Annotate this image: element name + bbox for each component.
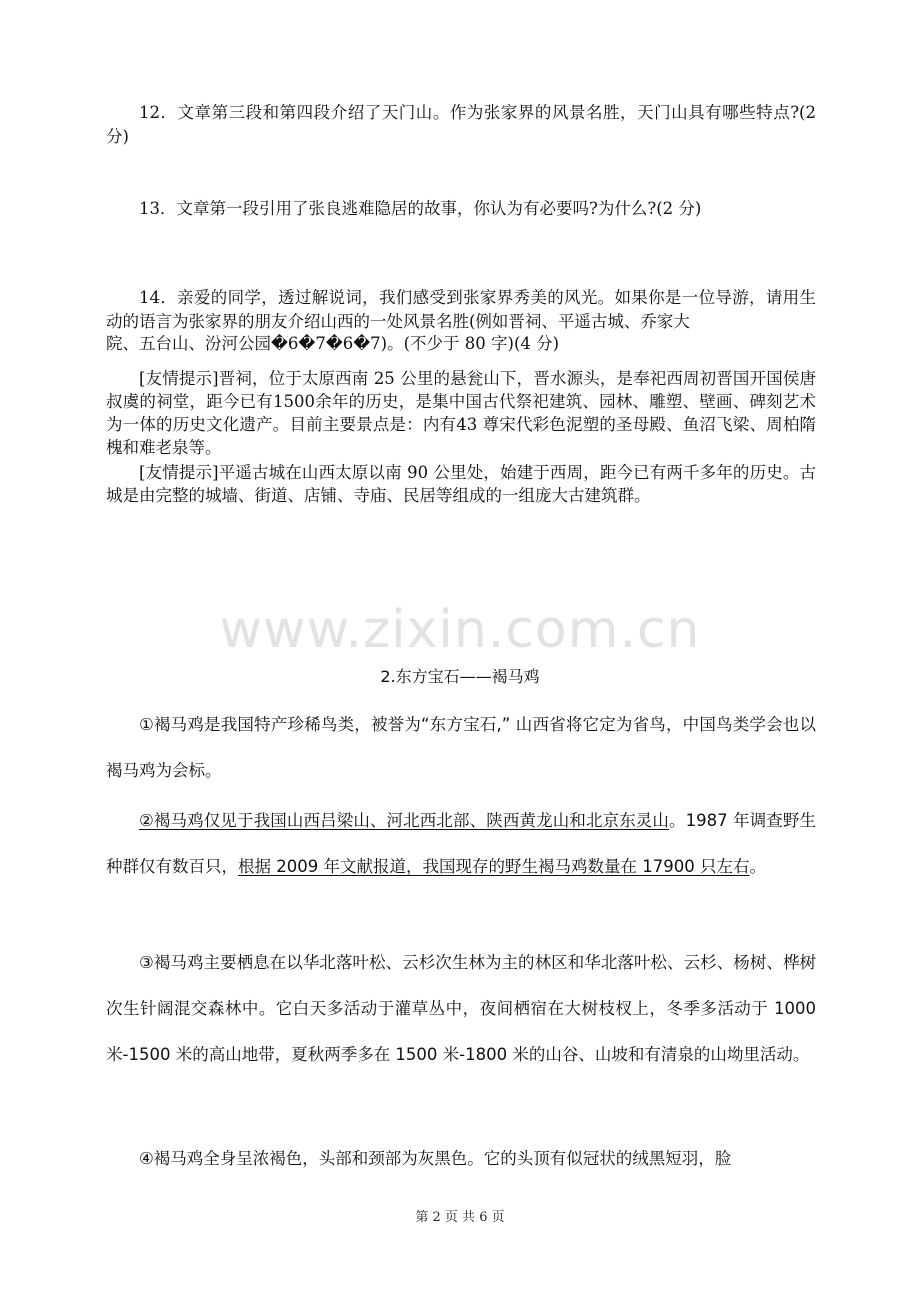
hint-pingyao: [友情提示]平遥古城在山西太原以南 90 公里处，始建于西周，距今已有两千多年的历史。古城是由完整的城墙、街道、店铺、寺庙、民居等组成的一组庞大古建筑群。 [106,463,816,505]
page-footer: 第 2 页 共 6 页 [415,1210,505,1225]
watermark: www.zixin.com.cn [219,600,701,660]
underlined-population: 根据 2009 年文献报道，我国现存的野生褐马鸡数量在 17900 只左右 [238,857,750,876]
paragraph-2-text: 。1987 年调查野生种群仅有数百只， [106,811,816,876]
article-paragraph-3: ③褐马鸡主要栖息在以华北落叶松、云杉次生林为主的林区和华北落叶松、云杉、杨树、桦树次生针阔混交森林中。它白天多活动于灌草丛中，夜间栖宿在大树枝杈上，冬季多活动于 1000 米-1500 米的高山地带，夏秋两季多在 1500 米-1800 米的山谷、山坡和有清泉的山坳里活动。 [106,953,816,1064]
paragraph-2-end: 。 [749,857,766,876]
article-title: 2.东方宝石——褐马鸡 [380,667,540,686]
question-12: 12．文章第三段和第四段介绍了天门山。作为张家界的风景名胜，天门山具有哪些特点?(2 分) [106,103,816,146]
underlined-distribution: ②褐马鸡仅见于我国山西吕梁山、河北西北部、陕西黄龙山和北京东灵山 [139,811,670,830]
question-13: 13．文章第一段引用了张良逃难隐居的故事，你认为有必要吗?为什么?(2 分) [139,199,702,218]
hint-jinci: [友情提示]晋祠，位于太原西南 25 公里的悬瓮山下，晋水源头，是奉祀西周初晋国开国侯唐叔虞的祠堂，距今已有1500余年的历史，是集中国古代祭祀建筑、园林、雕塑、壁画、碑刻艺术为一体的历史文化遗产。目前主要景点是：内有43 尊宋代彩色泥塑的圣母殿、鱼沼飞梁、周柏隋槐和难老泉等。 [106,369,816,457]
question-14-line-2: 院、五台山、汾河公园�6�7�6�7)。(不少于 80 字)(4 分) [106,334,560,353]
article-paragraph-1: ①褐马鸡是我国特产珍稀鸟类，被誉为“东方宝石,” 山西省将它定为省鸟，中国鸟类学会也以褐马鸡为会标。 [106,715,816,780]
article-paragraph-2 [106,798,816,890]
article-paragraph-4: ④褐马鸡全身呈浓褐色，头部和颈部为灰黑色。它的头顶有似冠状的绒黑短羽，脸 [139,1149,732,1168]
question-14-line-1: 14．亲爱的同学，透过解说词，我们感受到张家界秀美的风光。如果你是一位导游，请用生动的语言为张家界的朋友介绍山西的一处风景名胜(例如晋祠、平遥古城、乔家大 [106,288,816,331]
